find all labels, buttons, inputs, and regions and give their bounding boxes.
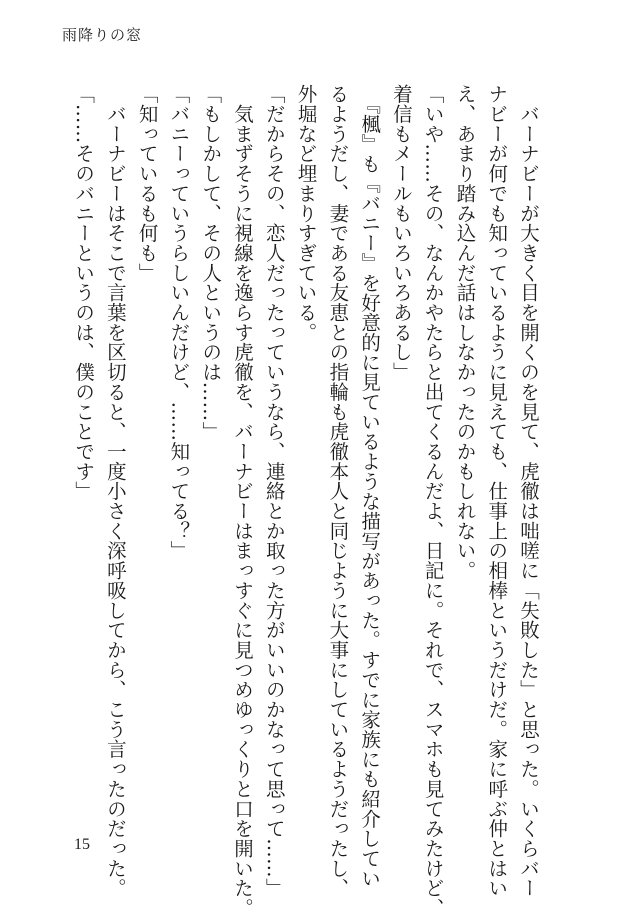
text-line: バーナビーはそこで言葉を区切ると、一度小さく深呼吸してから、こう言ったのだった。 [103,84,127,898]
text-line: 『楓』も『バニー』を好意的に見ているような描写があった。すでに家族にも紹介してい [358,84,382,889]
page-number: 15 [74,836,90,853]
text-line: 気まずそうに視線を逸らす虎徹を、バーナビーはまっすぐに見つめゆっくりと口を開いた。 [230,84,254,918]
text-line: 「バニーっていうらしいんだけど、……知ってる？」 [167,84,191,561]
text-line: 「だからその、恋人だったっていうなら、連絡とか取った方がいいのかなって思って……」 [262,84,286,898]
text-line: ナビーが何でも知っているように見えても、仕事上の相棒というだけだ。家に呼ぶ仲とはい [485,84,509,898]
text-line: 外堀など埋まりすぎている。 [294,84,318,343]
running-title: 雨降りの窓 [62,26,143,44]
text-line: るようだし、妻である友恵との指輪も虎徹本人と同じように大事にしているようだったし、 [326,84,350,898]
text-line: 「……そのバニーというのは、僕のことです」 [72,84,96,501]
text-line: 「いや……その、なんかやたらと出てくるんだよ、日記に。それで、スマホも見てみたけど、 [421,84,445,918]
text-line: 「もしかして、その人というのは……」 [199,84,223,442]
text-line: 「知っているも何も」 [135,84,159,283]
text-line: 着信もメールもいろいろあるし」 [389,84,413,382]
text-line: バーナビーが大きく目を開くのを見て、虎徹は咄嗟に「失敗した」と思った。いくらバー [517,84,540,898]
text-line: え、あまり踏み込んだ話はしなかったのかもしれない。 [453,84,477,581]
